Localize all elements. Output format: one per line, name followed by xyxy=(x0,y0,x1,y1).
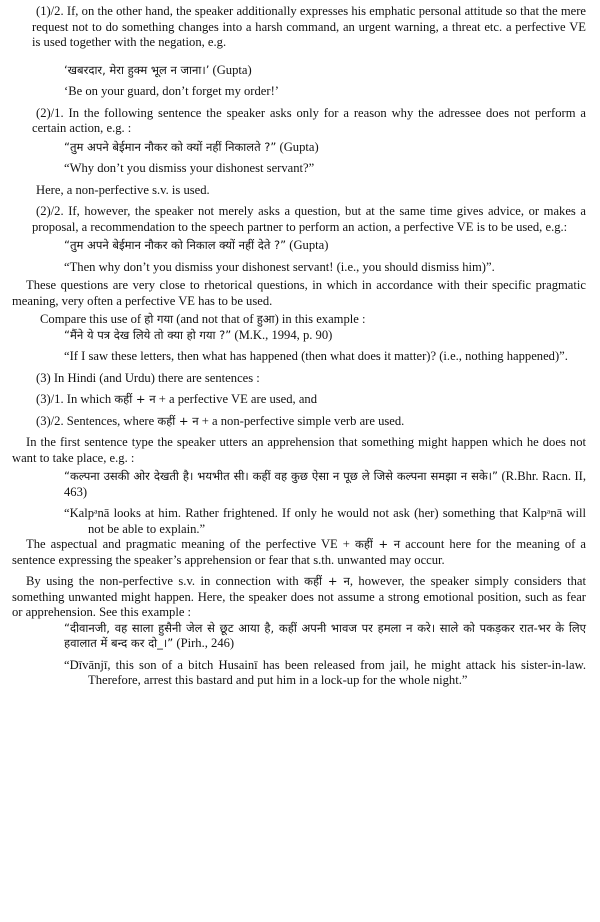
paragraph-3-1 xyxy=(12,392,586,408)
hindi-text: “तुम अपने बेईमान नौकर को निकाल क्यों नहीं देते ?” xyxy=(64,238,287,252)
text-run: + a perfective VE are used, and xyxy=(155,392,318,406)
text-run: (3)/1. In which xyxy=(36,392,115,406)
paragraph-non-perfective-note: Here, a non-perfective s.v. is used. xyxy=(36,182,210,197)
paragraph-2-2-advice: (2)/2. If, however, the speaker not merely asks a question, but at the same time gives advice, or makes a proposal, a recommendation to the speech partner to perform an action, a perfective VE is to be used, e.g.: xyxy=(32,204,586,234)
example-3-translation: “Then why don’t you dismiss your dishonest servant! (i.e., you should dismiss him)”. xyxy=(64,259,495,274)
hindi-text: कहीं + न xyxy=(157,413,199,428)
example-6-hindi xyxy=(12,621,586,652)
paragraph-2-1-reason: (2)/1. In the following sentence the speaker asks only for a reason why the adressee does not perform a certain action, e.g. : xyxy=(32,105,586,135)
example-6-translation: “Dīvānjī, this son of a bitch Husainī has been released from jail, he might attack his sister-in-law. Therefore, arrest this bastard and put him in a lock-up for the whole night.” xyxy=(64,657,586,687)
paragraph-first-sentence-type: In the first sentence type the speaker utters an apprehension that something might happen which he does not want to take place, e.g. : xyxy=(12,435,586,465)
hindi-text: हुआ xyxy=(256,312,275,326)
text-run: account here for the meaning of a sentence expressing the speaker’s apprehension or fear that s.th. unwanted may occur. xyxy=(12,537,586,567)
hindi-text: “मैंने ये पत्र देख लिये तो क्या हो गया ?” xyxy=(64,327,232,342)
hindi-text: “तुम अपने बेईमान नौकर को क्यों नहीं निकालते ?” xyxy=(64,139,277,154)
hindi-text: “दीवानजी, वह साला हुसैनी जेल से छूट आया है, कहीं अपनी भावज पर हमला न करे। साले को पकड़कर रात-भर के लिए हवालात में बन्द कर दो_।” xyxy=(64,620,586,650)
example-2-hindi xyxy=(12,140,586,156)
example-2-translation: “Why don’t you dismiss your dishonest servant?” xyxy=(64,161,315,175)
example-4-translation: “If I saw these letters, then what has happened (then what does it matter)? (i.e., nothing happened)”. xyxy=(64,349,568,363)
source-citation: (Gupta) xyxy=(209,62,252,77)
source-citation: (Gupta) xyxy=(276,139,319,154)
paragraph-aspectual-meaning xyxy=(12,537,586,568)
hindi-text: हो गया xyxy=(144,312,174,326)
text-run: Compare this use of xyxy=(40,312,145,326)
example-3-hindi xyxy=(12,238,586,254)
example-1-translation: ‘Be on your guard, don’t forget my order!’ xyxy=(64,84,279,98)
paragraph-non-perfective-usage xyxy=(12,574,586,621)
source-citation: (Gupta) xyxy=(286,238,329,252)
text-run: ) in this example : xyxy=(274,312,366,326)
text-run: (and not that of xyxy=(173,312,257,326)
example-1-hindi xyxy=(12,63,586,79)
source-citation: (R.Bhr. Racn. II, 463) xyxy=(64,469,587,499)
paragraph-1-2-emphatic: (1)/2. If, on the other hand, the speaker additionally expresses his emphatic personal attitude so that the mere request not to do something changes into a harsh command, an urgent warning, a threat etc. a perfective VE is used together with the negation, e.g. xyxy=(32,4,586,49)
source-citation: (M.K., 1994, p. 90) xyxy=(231,327,333,342)
paragraph-3-2 xyxy=(12,414,586,430)
hindi-text: “कल्पना उसकी ओर देखती है। भयभीत सी। कहीं वह कुछ ऐसा न पूछ ले जिसे कल्पना समझा न सके।” xyxy=(64,469,498,483)
paragraph-compare xyxy=(12,312,586,328)
hindi-text: कहीं + न xyxy=(304,574,350,588)
paragraph-3-intro: (3) In Hindi (and Urdu) there are sentences : xyxy=(36,370,260,385)
paragraph-rhetorical-questions: These questions are very close to rhetorical questions, in which in accordance with their specific pragmatic meaning, very often a perfective VE has to be used. xyxy=(12,278,586,308)
example-5-translation: “Kalpᵃnā looks at him. Rather frightened. If only he would not ask (her) something that Kalpᵃnā will not be able to explain.” xyxy=(64,506,586,536)
text-run: + a non-perfective simple verb are used. xyxy=(198,413,405,428)
text-run: , however, the speaker simply considers that something unwanted might happen. Here, the speaker does not assume a strong emotional position, such as fear or apprehension. See this example : xyxy=(12,574,586,619)
text-run: (3)/2. Sentences, where xyxy=(36,413,158,428)
example-4-hindi xyxy=(12,328,586,344)
hindi-text: कहीं + न xyxy=(354,537,401,551)
text-run: By using the non-perfective s.v. in connection with xyxy=(26,574,305,588)
hindi-text: कहीं + न xyxy=(114,392,156,406)
example-5-hindi xyxy=(12,469,586,500)
hindi-text: ‘खबरदार, मेरा हुक्म भूल न जाना।’ xyxy=(64,62,210,77)
text-run: The aspectual and pragmatic meaning of the perfective VE + xyxy=(26,537,355,551)
source-citation: (Pirh., 246) xyxy=(173,636,235,650)
